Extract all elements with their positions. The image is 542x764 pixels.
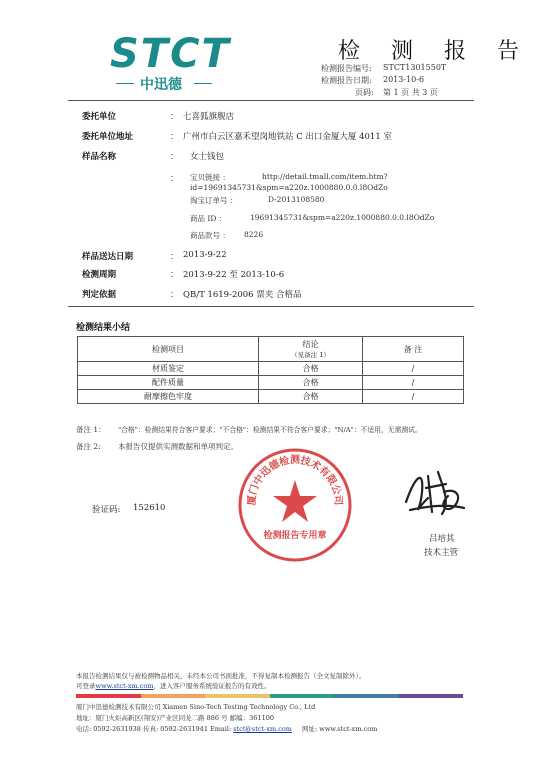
official-seal (236, 446, 354, 564)
period-value: 2013-9-22 至 2013-10-6 (183, 270, 285, 280)
row-item: 材质鉴定 (78, 362, 259, 376)
verify-code: 152610 (133, 503, 166, 513)
link-value-line2: id=19691345731&spm=a220z.1000880.0.0.l8OdZo (190, 183, 388, 192)
sample-value: 女士钱包 (190, 152, 225, 162)
address-value: 广州市白云区嘉禾望岗地铁站 C 出口金厦大厦 4011 室 (183, 132, 392, 142)
order-value: D-2013108580 (268, 195, 325, 204)
fields-divider (68, 306, 474, 307)
table-header-row (78, 337, 464, 362)
period-label: 检测周期 (82, 270, 117, 280)
colon: ： (170, 112, 179, 122)
disclaimer-suffix: ，进入客户服务系统验证报告的有效性。 (153, 682, 271, 690)
website-link[interactable]: www.stct-xm.com (95, 682, 154, 690)
colon: ： (170, 174, 179, 184)
logo-subtitle: 中迅德 (140, 77, 182, 93)
disclaimer-line1: 本报告检测结果仅与被检测物品相关，未经本公司书面批准，不得复制本检测报告（全文复制除外）。 (76, 672, 366, 680)
col-conclusion-header (259, 337, 363, 362)
footer-email-link[interactable]: stct@stct-xm.com (233, 725, 292, 733)
results-table (77, 336, 464, 404)
row-note: / (363, 390, 464, 404)
colon: ： (170, 252, 179, 262)
note1-text: "合格"：检测结果符合客户要求；"不合格"：检测结果不符合客户要求；"N/A"：不适用，无需测试。 (118, 426, 422, 434)
table-row (78, 376, 464, 390)
colon: ： (170, 290, 179, 300)
colon: ： (170, 270, 179, 280)
report-title: 检 测 报 告 (338, 39, 531, 64)
seal-outer-text: 厦门中迅德检测技术有限公司 (246, 455, 344, 506)
company-logo (110, 31, 231, 93)
page-value: 第 1 页 共 3 页 (383, 88, 438, 97)
colon: ： (170, 152, 179, 162)
footer-contact-prefix: 电话: 0592-2631938 传真: 0592-2631941 Email: (76, 725, 232, 733)
table-row (78, 390, 464, 404)
seal-star-icon (273, 480, 317, 522)
row-note: / (363, 362, 464, 376)
color-bar-segment (141, 694, 206, 698)
table-row (78, 362, 464, 376)
link-value: http://detail.tmall.com/item.htm? (262, 172, 388, 181)
footer-address: 地址：厦门火炬高新区(翔安)产业区同龙二路 886 号 邮编：361100 (76, 714, 274, 722)
link-label: 宝贝链接 ： (190, 173, 230, 182)
disclaimer-prefix: 可登录 (76, 682, 96, 690)
row-item: 耐摩擦色牢度 (78, 390, 259, 404)
note2-label: 备注 2: (76, 442, 101, 451)
basis-label: 判定依据 (82, 290, 117, 300)
handwritten-signature (398, 462, 470, 522)
report-date-label: 检测报告日期: (321, 76, 372, 85)
product-id-label: 商品 ID ： (190, 214, 227, 223)
note2-text: 本报告仅提供实测数据和单项判定。 (118, 442, 238, 451)
product-id-value: 19691345731&spm=a220z.1000880.0.0.l8OdZo (250, 213, 435, 222)
model-value: 8226 (244, 230, 264, 239)
results-title: 检测结果小结 (76, 323, 131, 333)
address-label: 委托单位地址 (82, 132, 134, 142)
signer-name: 吕培其 (429, 534, 455, 544)
client-label: 委托单位 (82, 112, 117, 122)
footer-color-bar (76, 694, 463, 698)
col-conclusion-sub: （见备注 1） (291, 351, 330, 359)
row-conclusion: 合格 (259, 362, 363, 376)
note1-label: 备注 1： (76, 425, 106, 434)
seal-inner-text: 检测报告专用章 (263, 531, 327, 541)
model-label: 商品款号 ： (190, 231, 230, 240)
color-bar-segment (334, 694, 399, 698)
page-label: 页码: (355, 88, 374, 97)
header-divider (68, 100, 474, 101)
logo-text: STCT (110, 31, 231, 77)
report-number-label: 检测报告编号: (321, 64, 372, 73)
signer-title: 技术主管 (424, 548, 459, 558)
col-note-header: 备 注 (363, 337, 464, 362)
logo-line-right (194, 83, 212, 84)
report-number: STCT1301550T (383, 63, 447, 72)
color-bar-segment (76, 694, 141, 698)
footer-website: 网址: www.stct-xm.com (302, 725, 378, 733)
disclaimer-line2 (76, 681, 271, 690)
sample-label: 样品名称 (82, 152, 117, 162)
delivery-label: 样品送达日期 (82, 252, 134, 262)
colon: ： (170, 132, 179, 142)
verify-label: 验证码: (92, 505, 121, 515)
row-conclusion: 合格 (259, 376, 363, 390)
order-label: 淘宝订单号 ： (190, 196, 238, 205)
color-bar-segment (270, 694, 335, 698)
color-bar-segment (399, 694, 464, 698)
logo-line-left (116, 83, 134, 84)
row-item: 配件质量 (78, 376, 259, 390)
client-value: 七喜狐旗舰店 (183, 112, 235, 122)
delivery-value: 2013-9-22 (183, 250, 227, 260)
row-note: / (363, 376, 464, 390)
footer-company: 厦门中迅德检测技术有限公司 Xiamen Sino-Tech Testing Technology Co., Ltd (76, 703, 316, 711)
color-bar-segment (205, 694, 270, 698)
basis-value: QB/T 1619-2006 票夹 合格品 (183, 290, 302, 300)
report-date: 2013-10-6 (383, 75, 425, 84)
col-conclusion-title: 结论 (302, 340, 319, 349)
row-conclusion: 合格 (259, 390, 363, 404)
footer-contact (76, 724, 377, 733)
col-item-header: 检测项目 (78, 337, 259, 362)
